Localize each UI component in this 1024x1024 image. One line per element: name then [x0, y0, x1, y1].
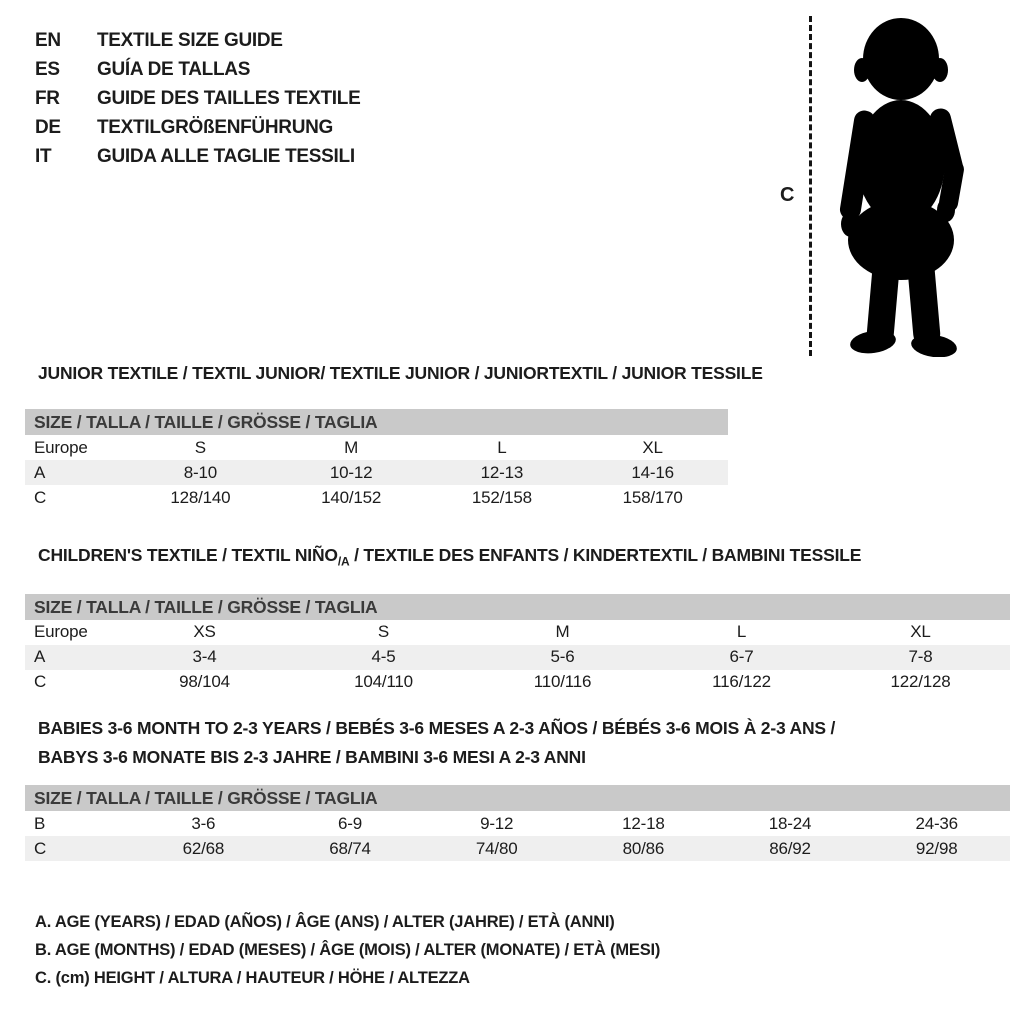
- age-cell: 3-6: [191, 813, 216, 833]
- babies-size-table: [25, 785, 1010, 861]
- age-cell: 10-12: [329, 462, 373, 482]
- table-row-height-cm: [25, 670, 1010, 695]
- age-cell: 6-9: [338, 813, 362, 833]
- row-label: C: [34, 838, 47, 858]
- table-row-age-years: [25, 645, 1010, 670]
- size-header-bar: SIZE / TALLA / TAILLE / GRÖSSE / TAGLIA: [25, 785, 1010, 811]
- footnotes-block: [35, 908, 660, 992]
- age-cell: 12-13: [480, 462, 524, 482]
- height-cell: 116/122: [712, 672, 771, 691]
- height-cell: 92/98: [915, 838, 958, 858]
- footnote-a-age-years: A. AGE (YEARS) / EDAD (AÑOS) / ÂGE (ANS) / ALTER (JAHRE) / ETÀ (ANNI): [35, 913, 615, 931]
- table-row-age-years: [25, 460, 728, 485]
- children-size-table: [25, 594, 1010, 695]
- children-section: [25, 545, 1010, 695]
- footnote-b-age-months: B. AGE (MONTHS) / EDAD (MESES) / ÂGE (MOIS) / ALTER (MONATE) / ETÀ (MESI): [35, 941, 661, 959]
- table-row-age-months: [25, 811, 1010, 836]
- babies-heading-line1: BABIES 3-6 MONTH TO 2-3 YEARS / BEBÉS 3-6 MESES A 2-3 AÑOS / BÉBÉS 3-6 MOIS À 2-3 ANS /: [38, 718, 836, 738]
- table-row-height-cm: [25, 485, 728, 510]
- babies-section-heading: [25, 714, 1010, 772]
- junior-section: [25, 363, 763, 510]
- toddler-figure: [770, 8, 1000, 363]
- height-measure-dashed-line: [809, 16, 812, 356]
- age-cell: 6-7: [729, 647, 754, 666]
- junior-section-heading: JUNIOR TEXTILE / TEXTIL JUNIOR/ TEXTILE JUNIOR / JUNIORTEXTIL / JUNIOR TESSILE: [38, 363, 763, 383]
- age-cell: 14-16: [631, 462, 674, 482]
- children-section-heading: [38, 545, 1010, 573]
- size-cell: M: [344, 437, 359, 457]
- heading-text: / TEXTILE DES ENFANTS / KINDERTEXTIL / BAMBINI TESSILE: [349, 545, 862, 565]
- size-header-bar: SIZE / TALLA / TAILLE / GRÖSSE / TAGLIA: [25, 409, 728, 435]
- language-row-fr: [35, 84, 360, 113]
- height-cell: 110/116: [533, 672, 592, 691]
- row-label: A: [34, 462, 46, 482]
- height-cell: 158/170: [622, 487, 683, 507]
- size-cell: XL: [910, 622, 931, 641]
- language-code: FR: [35, 87, 60, 109]
- table-row-height-cm: [25, 836, 1010, 861]
- size-cell: L: [497, 437, 507, 457]
- age-cell: 18-24: [768, 813, 812, 833]
- row-label: Europe: [34, 622, 88, 641]
- size-cell: S: [194, 437, 206, 457]
- height-cell: 140/152: [321, 487, 382, 507]
- language-row-en: [35, 26, 360, 55]
- language-code: DE: [35, 116, 61, 138]
- height-cell: 128/140: [170, 487, 231, 507]
- age-cell: 12-18: [622, 813, 665, 833]
- heading-subscript: /A: [337, 554, 350, 569]
- age-cell: 9-12: [480, 813, 514, 833]
- height-measure-label: C: [780, 184, 795, 206]
- table-row-europe: [25, 620, 1010, 645]
- language-title: GUÍA DE TALLAS: [97, 58, 251, 80]
- language-title: TEXTILE SIZE GUIDE: [97, 29, 283, 51]
- language-code: IT: [35, 145, 52, 167]
- language-row-es: [35, 55, 360, 84]
- size-cell: S: [377, 622, 390, 641]
- height-cell: 122/128: [890, 672, 951, 691]
- babies-heading-line2: BABYS 3-6 MONATE BIS 2-3 JAHRE / BAMBINI 3-6 MESI A 2-3 ANNI: [38, 747, 586, 767]
- age-cell: 5-6: [550, 647, 575, 666]
- size-header-bar: SIZE / TALLA / TAILLE / GRÖSSE / TAGLIA: [25, 594, 1010, 620]
- size-cell: L: [736, 622, 747, 641]
- height-cell: 80/86: [622, 838, 665, 858]
- height-cell: 68/74: [329, 838, 371, 858]
- language-row-it: [35, 142, 360, 171]
- age-cell: 7-8: [908, 647, 933, 666]
- toddler-silhouette-icon: [826, 12, 981, 357]
- table-row-europe: [25, 435, 728, 460]
- language-title-block: [35, 26, 360, 171]
- language-row-de: [35, 113, 360, 142]
- size-cell: XL: [642, 437, 663, 457]
- row-label: A: [34, 647, 46, 666]
- row-label: Europe: [34, 437, 88, 457]
- age-cell: 3-4: [192, 647, 217, 666]
- height-cell: 104/110: [354, 672, 413, 691]
- heading-text: CHILDREN'S TEXTILE / TEXTIL NIÑO: [38, 545, 338, 565]
- language-title: GUIDE DES TAILLES TEXTILE: [97, 87, 361, 109]
- language-code: EN: [35, 29, 61, 51]
- height-cell: 152/158: [471, 487, 532, 507]
- language-title: TEXTILGRÖßENFÜHRUNG: [97, 116, 334, 138]
- height-cell: 62/68: [182, 838, 225, 858]
- size-cell: M: [555, 622, 570, 641]
- age-cell: 8-10: [183, 462, 217, 482]
- footnote-c-height-cm: C. (cm) HEIGHT / ALTURA / HAUTEUR / HÖHE / ALTEZZA: [35, 969, 470, 987]
- age-cell: 4-5: [371, 647, 396, 666]
- height-cell: 86/92: [769, 838, 811, 858]
- row-label: B: [34, 813, 46, 833]
- language-code: ES: [35, 58, 60, 80]
- size-cell: XS: [193, 622, 216, 641]
- junior-size-table: [25, 409, 728, 510]
- babies-section: [25, 714, 1010, 861]
- row-label: C: [34, 672, 47, 691]
- row-label: C: [34, 487, 47, 507]
- height-cell: 74/80: [475, 838, 518, 858]
- age-cell: 24-36: [915, 813, 958, 833]
- height-cell: 98/104: [179, 672, 230, 691]
- language-title: GUIDA ALLE TAGLIE TESSILI: [97, 145, 355, 167]
